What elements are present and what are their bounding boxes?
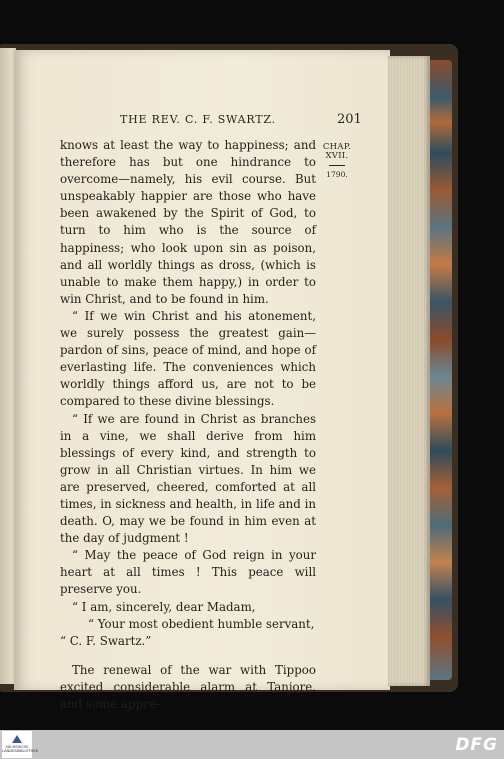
margin-note <box>322 143 352 179</box>
margin-rule <box>329 165 345 166</box>
paragraph: “ If we win Christ and his atonement, we surely possess the greatest gain—pardon of sins, peace of mind, and hope of everlasting life. The conveniences which worldly things afford us, are not to be compared to these divine blessings. <box>60 308 316 409</box>
page-number: 201 <box>337 112 362 127</box>
signature-line: “ C. F. Swartz.” <box>60 633 152 648</box>
running-head: THE REV. C. F. SWARTZ. <box>120 113 276 126</box>
margin-year: 1790. <box>326 170 348 179</box>
paragraph: The renewal of the war with Tippoo excited considerable alarm at Tanjore, and some appre- <box>60 662 316 711</box>
body-text <box>60 137 316 713</box>
library-logo[interactable] <box>2 731 38 758</box>
margin-chapter: CHAP. XVII. <box>322 142 352 161</box>
marbled-edge <box>430 60 452 680</box>
viewer-footer-bar <box>0 730 504 759</box>
page-block-edges <box>388 56 430 686</box>
closing-line: “ Your most obedient humble servant, <box>88 616 315 631</box>
closing-line: “ I am, sincerely, dear Madam, <box>72 599 256 614</box>
paragraph: “ May the peace of God reign in your heart at all times ! This peace will preserve you. <box>60 548 316 597</box>
library-logo-text: SÄCHSISCHE LANDESBIBLIOTHEK <box>2 745 38 753</box>
library-logo-icon <box>12 735 22 743</box>
dfg-logo[interactable]: DFG <box>455 735 498 755</box>
paragraph: knows at least the way to happiness; and therefore has but one hindrance to overcome—namely, his evil course. But unspeakably happier are those who have been awakened by the Spirit of God, to turn to him who is the source of happiness; who look upon sin as poison, and all worldly things as dross, (which is unable to make them happy,) in order to win Christ, and to be found in him. <box>60 138 316 306</box>
paragraph: “ If we are found in Christ as branches in a vine, we shall derive from him blessings of every kind, and strength to grow in all Christian virtues. In him we are preserved, cheered, comforted at all times, in sickness and health, in life and in death. O, may we be found in him even at the day of judgment ! <box>60 411 316 546</box>
